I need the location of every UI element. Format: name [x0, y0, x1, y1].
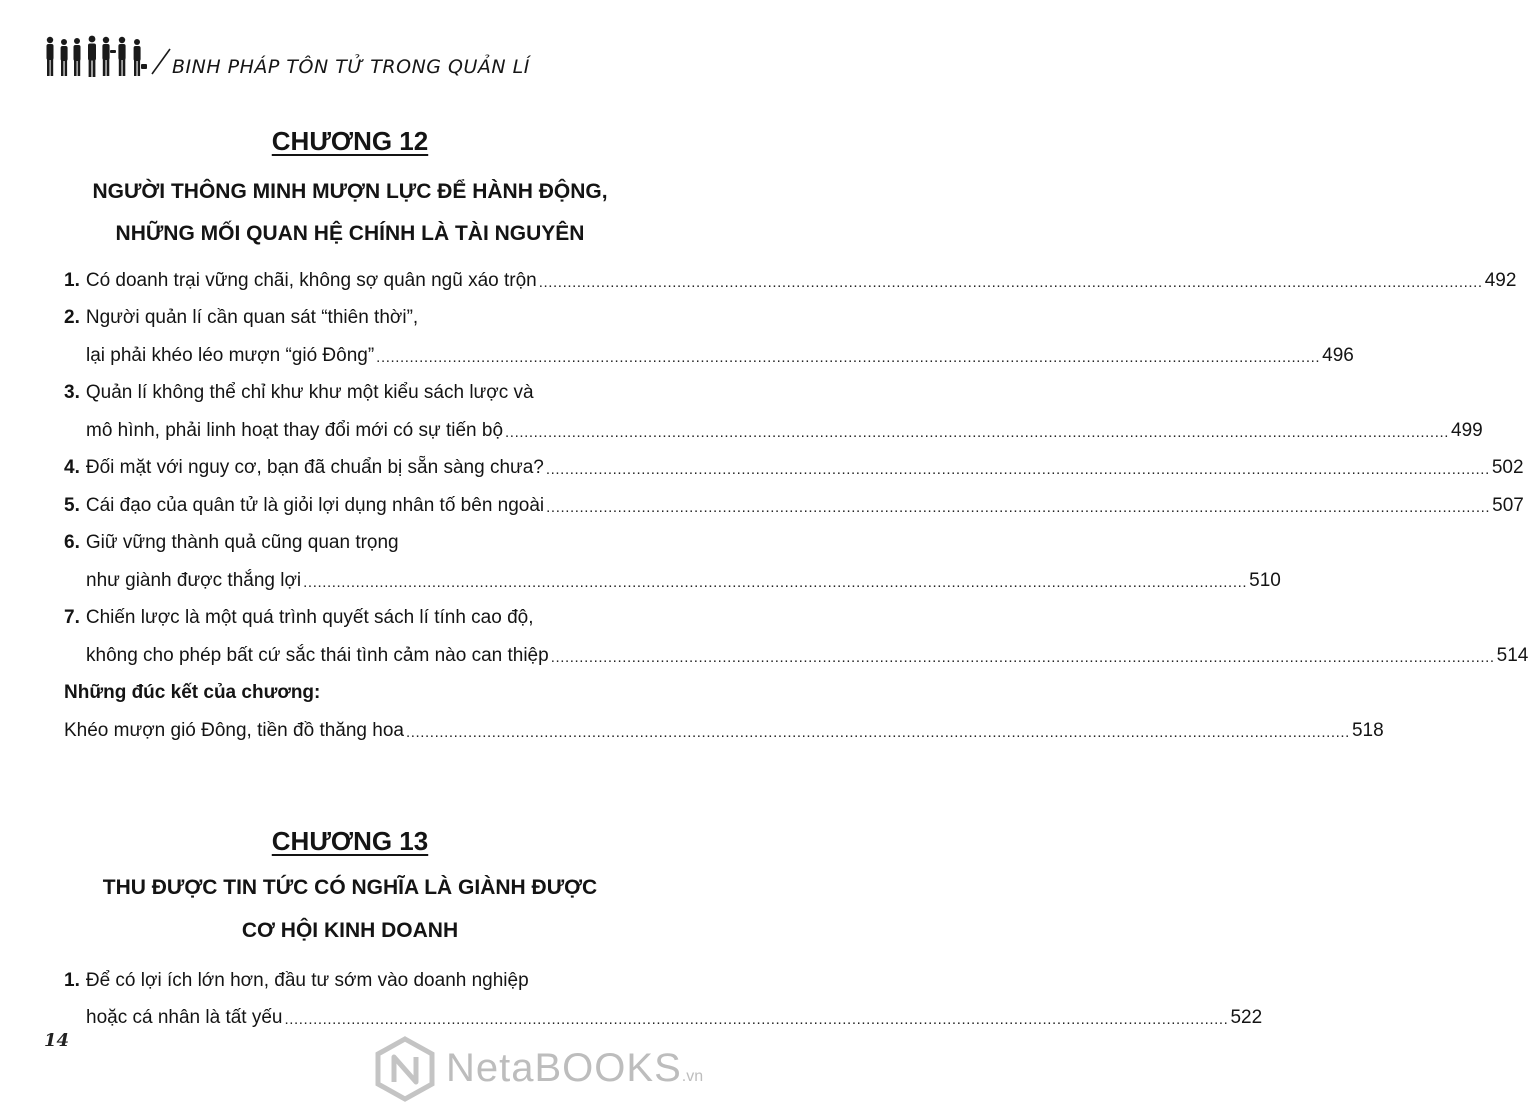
- dot-leader: [546, 461, 1490, 487]
- dot-leader: [406, 724, 1350, 750]
- toc-entry-12-5[interactable]: [64, 487, 1524, 525]
- entry-title-line-1: Chiến lược là một quá trình quyết sách lí tính cao độ,: [85, 607, 534, 629]
- toc-entry-12-6-continued[interactable]: [64, 562, 1281, 600]
- entry-number: 4.: [64, 457, 80, 479]
- entry-title-line-2: mô hình, phải linh hoạt thay đổi mới có sự tiến bộ: [86, 419, 504, 441]
- dot-leader: [539, 274, 1483, 300]
- entry-page: 510: [1249, 569, 1281, 591]
- entry-page: 514: [1496, 644, 1528, 666]
- toc-entry-12-6[interactable]: [64, 525, 652, 563]
- entry-title: Có doanh trại vững chãi, không sợ quân ngũ xáo trộn: [85, 269, 537, 291]
- chapter-13-number: CHƯƠNG 13: [271, 826, 429, 856]
- dot-leader: [303, 574, 1247, 600]
- running-header: [42, 34, 642, 86]
- summary-title: Khéo mượn gió Đông, tiền đồ thăng hoa: [64, 719, 404, 741]
- watermark-brand: [446, 1046, 703, 1091]
- entry-number: 2.: [64, 307, 80, 329]
- watermark-tld: .vn: [681, 1068, 704, 1085]
- entry-number: 1.: [64, 269, 80, 291]
- entry-page: 507: [1492, 494, 1524, 516]
- toc-entry-12-2-continued[interactable]: [64, 337, 1354, 375]
- toc-entry-12-7[interactable]: [64, 600, 652, 638]
- dot-leader: [551, 649, 1495, 675]
- entry-title-line-2: hoặc cá nhân là tất yếu: [86, 1007, 283, 1029]
- toc-entry-12-1[interactable]: [64, 262, 1517, 300]
- entry-page: 522: [1230, 1007, 1263, 1029]
- entry-number: 1.: [64, 969, 80, 991]
- entry-page: 499: [1451, 419, 1483, 441]
- toc-entry-12-7-continued[interactable]: [64, 637, 1528, 675]
- entry-title: Đối mặt với nguy cơ, bạn đã chuẩn bị sẵn sàng chưa?: [85, 457, 544, 479]
- chapter-12-toc: [64, 262, 1528, 750]
- chapter-13-title-line-2: CƠ HỘI KINH DOANH: [241, 919, 459, 942]
- chapter-12-title-line-1: NGƯỜI THÔNG MINH MƯỢN LỰC ĐỂ HÀNH ĐỘNG,: [92, 180, 608, 203]
- entry-title-line-2: không cho phép bất cứ sắc thái tình cảm nào can thiệp: [86, 644, 549, 666]
- entry-page: 502: [1491, 457, 1524, 479]
- netabooks-watermark: [368, 1030, 704, 1110]
- entry-title-line-1: Quản lí không thể chỉ khư khư một kiểu sách lược và: [85, 382, 534, 404]
- entry-title-line-1: Người quản lí cần quan sát “thiên thời”,: [85, 307, 419, 329]
- toc-entry-12-4[interactable]: [64, 450, 1524, 488]
- entry-title-line-2: lại phải khéo léo mượn “gió Đông”: [86, 344, 375, 366]
- chapter-12-title-line-2: NHỮNG MỐI QUAN HỆ CHÍNH LÀ TÀI NGUYÊN: [115, 222, 585, 245]
- chapter-12-number: CHƯƠNG 12: [271, 126, 429, 156]
- entry-title: Cái đạo của quân tử là giỏi lợi dụng nhân tố bên ngoài: [85, 494, 545, 516]
- toc-entry-12-3[interactable]: [64, 375, 652, 413]
- book-title: BINH PHÁP TÔN TỬ TRONG QUẢN LÍ: [172, 56, 530, 78]
- pen-stroke-icon: [150, 46, 172, 76]
- chapter-13-title-line-1: THU ĐƯỢC TIN TỨC CÓ NGHĨA LÀ GIÀNH ĐƯỢC: [102, 876, 598, 899]
- entry-page: 496: [1322, 344, 1354, 366]
- entry-title-line-1: Để có lợi ích lớn hơn, đầu tư sớm vào doanh nghiệp: [85, 969, 529, 991]
- entry-page: 518: [1351, 719, 1384, 741]
- chapter-summary-heading: [64, 675, 652, 713]
- chapter-13-toc: [64, 962, 1263, 1037]
- toc-entry-12-2[interactable]: [64, 300, 652, 338]
- entry-page: 492: [1484, 269, 1517, 291]
- dot-leader: [546, 499, 1490, 525]
- entry-number: 3.: [64, 382, 80, 404]
- toc-entry-13-1[interactable]: [64, 962, 652, 1000]
- entry-title-line-1: Giữ vững thành quả cũng quan trọng: [85, 532, 399, 554]
- summary-heading-text: Những đúc kết của chương:: [64, 682, 321, 704]
- entry-number: 7.: [64, 607, 80, 629]
- dot-leader: [376, 349, 1320, 375]
- entry-number: 5.: [64, 494, 80, 516]
- entry-title-line-2: như giành được thắng lợi: [86, 569, 302, 591]
- netabooks-logo-icon: [372, 1036, 438, 1102]
- toc-entry-12-3-continued[interactable]: [64, 412, 1483, 450]
- toc-entry-12-summary[interactable]: [64, 712, 1384, 750]
- page-number: 14: [44, 1030, 70, 1051]
- dot-leader: [505, 424, 1449, 450]
- entry-number: 6.: [64, 532, 80, 554]
- watermark-brand-name: NetaBOOKS: [446, 1046, 682, 1090]
